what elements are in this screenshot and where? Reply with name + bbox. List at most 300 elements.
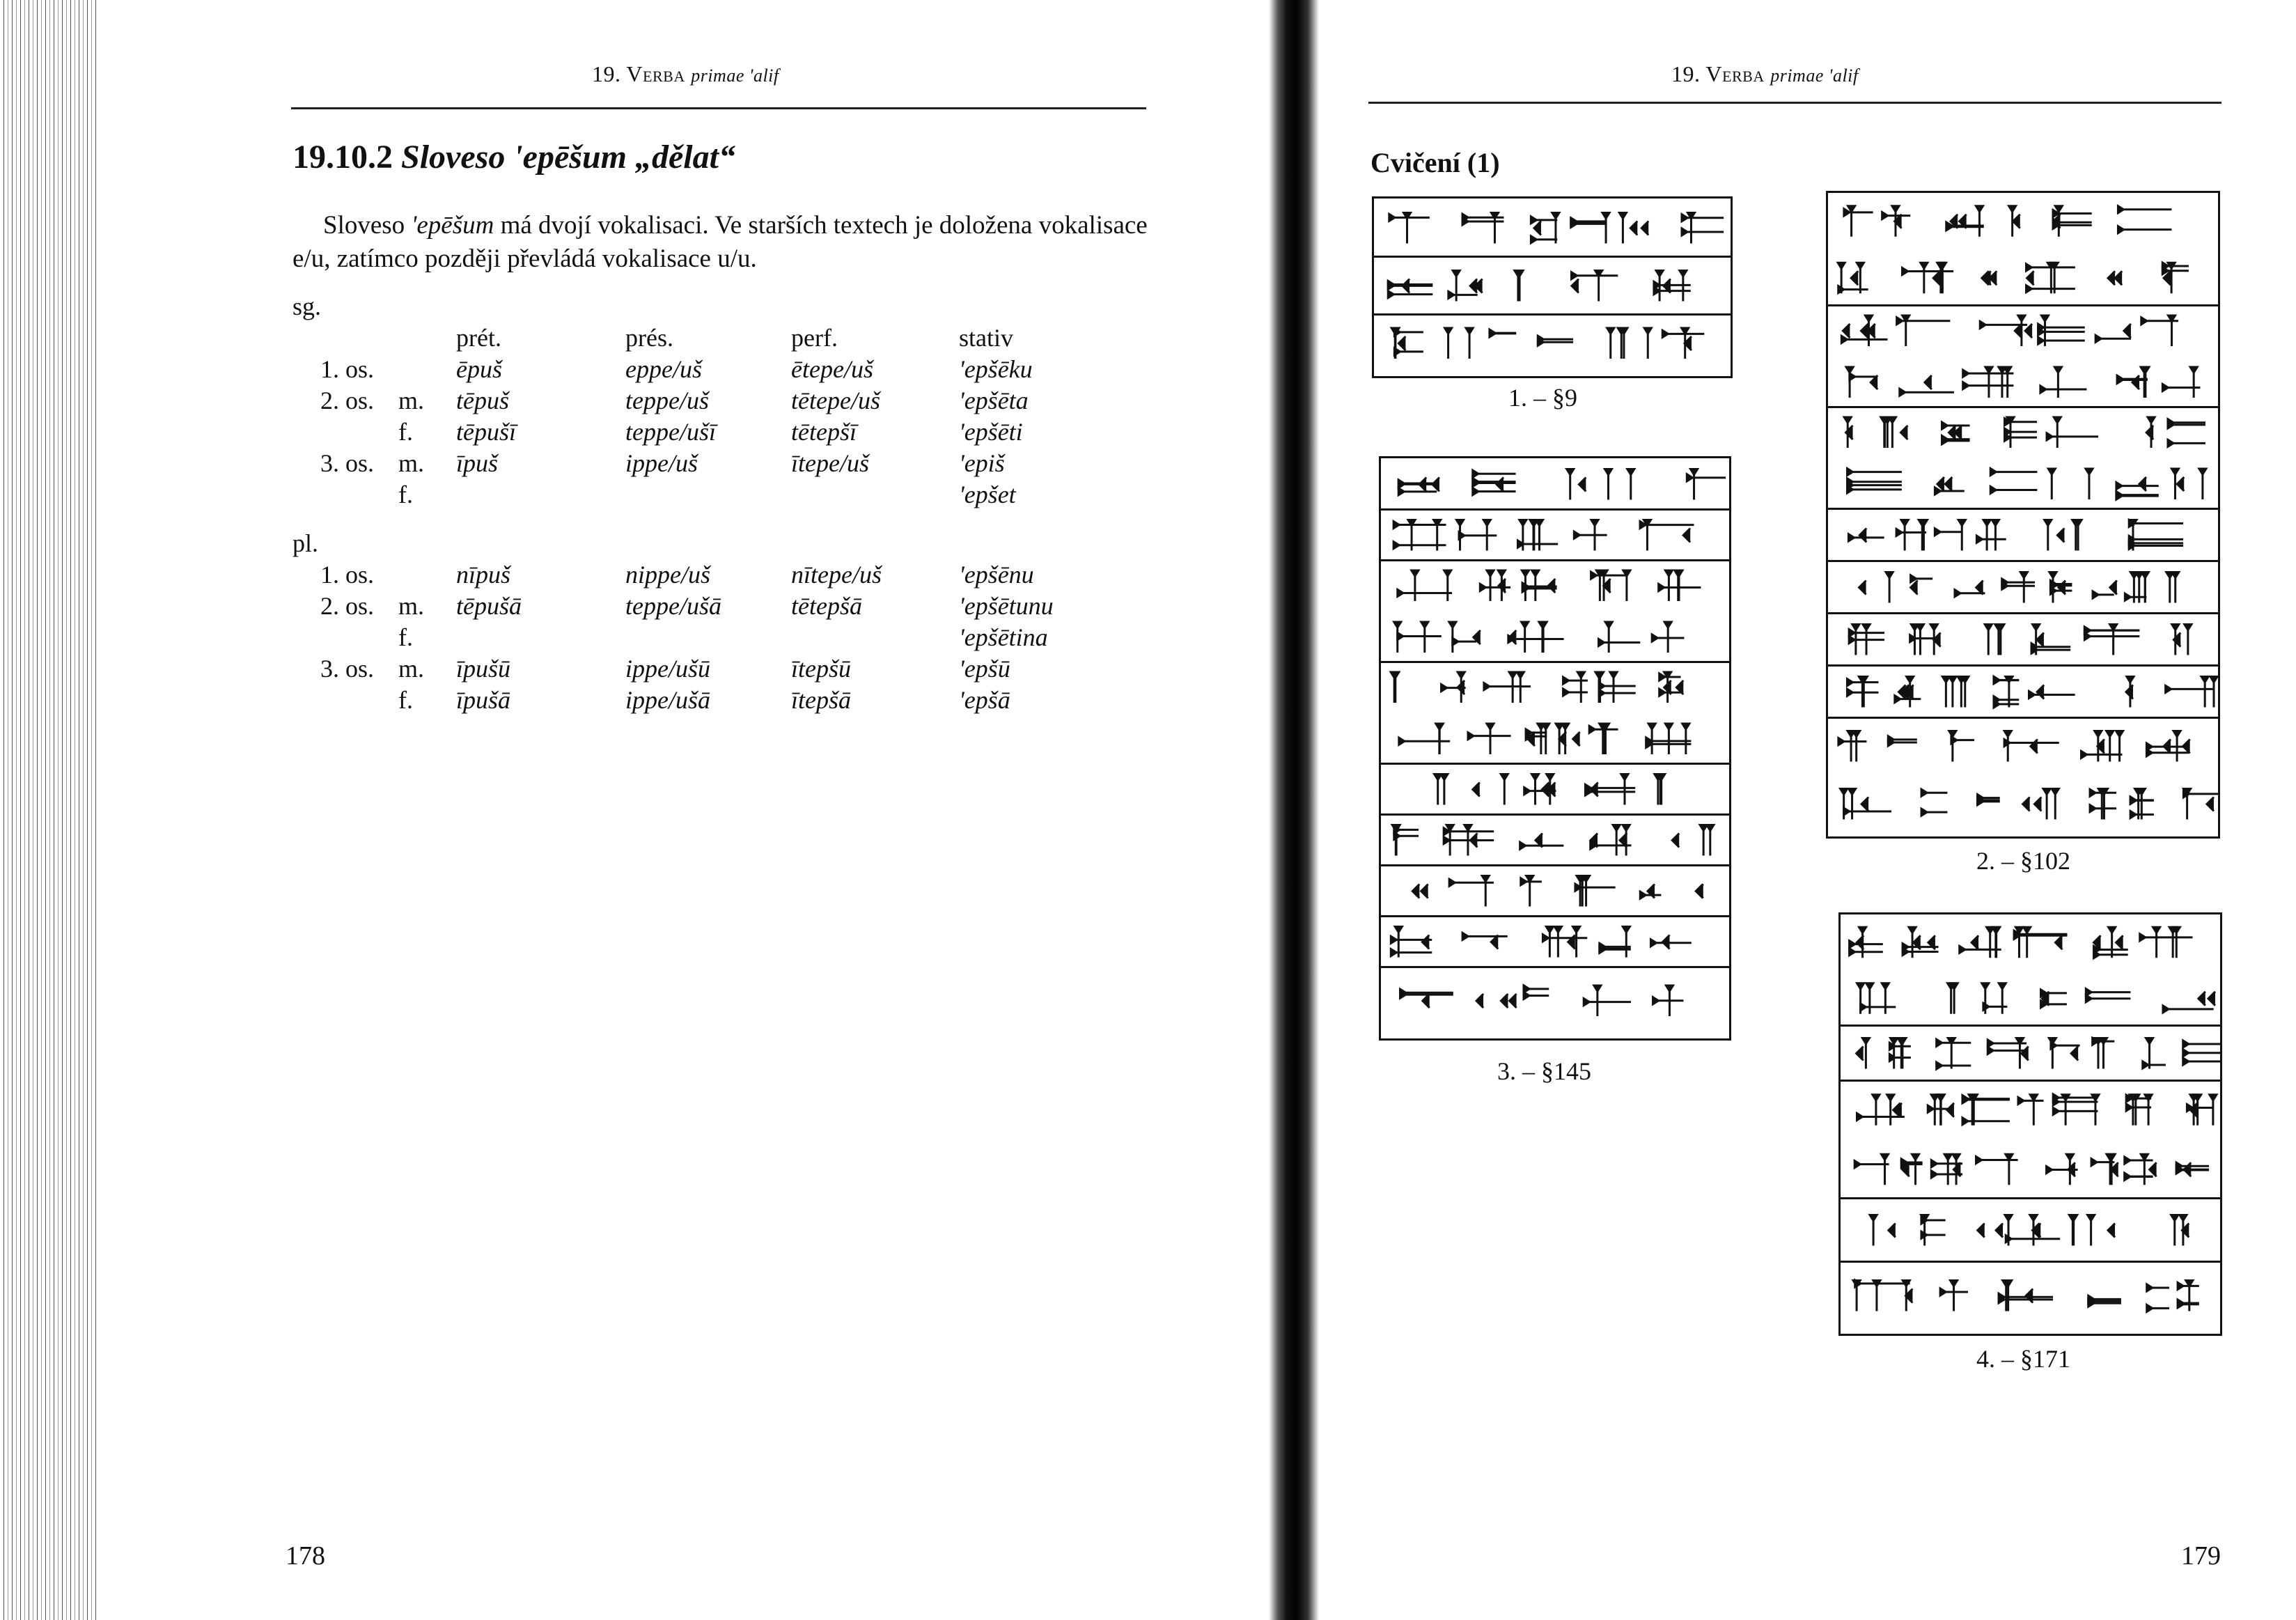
cuneiform-tablet-3 [1379, 456, 1731, 1041]
cuneiform-sign [1696, 885, 1703, 898]
cuneiform-sign [1543, 927, 1587, 958]
cuneiform-sign [1849, 625, 1884, 655]
tablet-line [1381, 916, 1729, 968]
cuneiform-signs [1374, 314, 1731, 373]
cuneiform-sign [1442, 672, 1466, 703]
cuneiform-signs [1381, 458, 1729, 511]
cuneiform-sign [1521, 876, 1542, 907]
cuneiform-sign [1591, 570, 1630, 601]
sg-pret: tēpušī [456, 418, 516, 446]
cuneiform-sign [1847, 677, 1878, 708]
cuneiform-sign [1948, 983, 1958, 1014]
cuneiform-sign [1903, 927, 1938, 958]
cuneiform-sign [2147, 1284, 2169, 1311]
cuneiform-sign [1518, 520, 1559, 551]
tablet-line [1841, 1080, 2220, 1199]
cuneiform-sign [1960, 927, 2001, 958]
sg-perf: ītepe/uš [791, 449, 869, 477]
cuneiform-sign [1841, 789, 1891, 820]
cuneiform-sign [1940, 1281, 1968, 1311]
cuneiform-sign [1476, 994, 1517, 1008]
cuneiform-sign [2162, 263, 2189, 293]
cuneiform-sign [1978, 1224, 2003, 1238]
cuneiform-sign [2171, 469, 2205, 499]
cuneiform-sign [2009, 206, 2020, 237]
caption-2: 2. – §102 [1976, 847, 2070, 875]
cuneiform-sign [2041, 990, 2067, 1008]
cuneiform-sign [1538, 336, 1573, 345]
cuneiform-sign [2168, 419, 2205, 447]
cuneiform-sign [1400, 989, 1453, 1008]
cuneiform-sign [1987, 1038, 2028, 1069]
sg-person: 2. os. [320, 387, 375, 414]
cuneiform-sign [1854, 1154, 1889, 1185]
cuneiform-sign [1942, 422, 1970, 444]
sg-perf: tētepšī [791, 418, 857, 446]
cuneiform-sign [2183, 789, 2218, 820]
cuneiform-sign [1946, 206, 1984, 237]
cuneiform-signs [1828, 508, 2218, 562]
pl-stativ: 'epšā [959, 686, 1010, 714]
cuneiform-sign [1391, 328, 1423, 359]
cuneiform-sign [1921, 789, 1947, 816]
cuneiform-sign [1462, 213, 1504, 244]
cuneiform-sign [1585, 774, 1635, 805]
pl-gender: f. [398, 623, 413, 651]
cuneiform-sign [1591, 825, 1632, 856]
col-head-stativ: stativ [959, 324, 1013, 352]
cuneiform-sign [2026, 263, 2075, 293]
pl-pres: ippe/ušū [625, 655, 710, 683]
cuneiform-sign [1398, 478, 1439, 495]
sg-person: 1. os. [320, 355, 375, 383]
cuneiform-sign [2047, 417, 2098, 448]
cuneiform-sign [1659, 570, 1701, 601]
cuneiform-sign [2118, 206, 2171, 233]
cuneiform-sign [2086, 989, 2130, 1002]
cuneiform-sign [1976, 520, 2006, 551]
cuneiform-sign [1457, 520, 1497, 551]
cuneiform-sign [1650, 935, 1691, 949]
tablet-line [1374, 314, 1731, 373]
cuneiform-sign [2004, 417, 2036, 448]
cuneiform-sign [1563, 672, 1588, 703]
cuneiform-sign [2072, 520, 2082, 551]
pl-stativ: 'epšū [959, 655, 1010, 683]
tablet-line [1381, 763, 1729, 816]
cuneiform-sign [2125, 573, 2148, 603]
pl-pret: tēpušā [456, 592, 522, 620]
cuneiform-sign [2187, 1095, 2216, 1126]
cuneiform-sign [1575, 876, 1616, 907]
tablet-line [1828, 305, 2218, 408]
pl-pret: nīpuš [456, 561, 511, 589]
cuneiform-sign [1531, 213, 1559, 244]
pl-perf: tētepšā [791, 592, 862, 620]
tablet-line [1828, 613, 2218, 667]
sg-pres: ippe/uš [625, 449, 698, 477]
sg-pres: teppe/ušī [625, 418, 716, 446]
cuneiform-sign [1937, 1038, 1971, 1070]
tablet-line [1828, 407, 2218, 510]
cuneiform-signs [1841, 914, 2220, 1027]
cuneiform-sign [2172, 625, 2192, 655]
sg-gender: m. [398, 449, 425, 477]
cuneiform-sign [1640, 520, 1694, 551]
cuneiform-sign [2176, 1162, 2209, 1176]
cuneiform-sign [2093, 581, 2117, 598]
cuneiform-sign [1473, 470, 1516, 494]
tablet-line [1374, 256, 1731, 316]
pl-pres: teppe/ušā [625, 592, 721, 620]
cuneiform-sign [1444, 825, 1494, 856]
cuneiform-signs [1381, 916, 1729, 968]
cuneiform-sign [1393, 520, 1446, 551]
cuneiform-signs [1381, 814, 1729, 866]
cuneiform-sign [1982, 983, 2008, 1014]
cuneiform-sign [1589, 724, 1618, 754]
cuneiform-sign [2018, 1095, 2044, 1126]
running-head-prefix: 19. Verba [1671, 61, 1765, 86]
pl-pres: nippe/uš [625, 561, 710, 589]
cuneiform-sign [2116, 477, 2159, 499]
sg-gender: m. [398, 387, 425, 414]
cuneiform-sign [1526, 724, 1549, 754]
sg-gender: f. [398, 481, 413, 508]
pl-pret: īpušā [456, 686, 511, 714]
tablet-line [1381, 967, 1729, 1035]
cuneiform-sign [1882, 206, 1911, 237]
cuneiform-sign [2088, 1295, 2121, 1307]
cuneiform-sign [1391, 927, 1432, 958]
cuneiform-sign [1520, 834, 1564, 850]
cuneiform-sign [1844, 417, 1852, 448]
cuneiform-sign [2014, 927, 2067, 958]
cuneiform-signs [1841, 1025, 2220, 1082]
cuneiform-sign [1850, 927, 1883, 958]
binding-edge [0, 0, 97, 1620]
tablet-line [1828, 561, 2218, 614]
cuneiform-sign [1646, 724, 1692, 754]
sg-pret: ēpuš [456, 355, 502, 383]
cuneiform-sign [2053, 1094, 2099, 1126]
cuneiform-sign [2093, 1038, 2115, 1068]
cuneiform-signs [1381, 967, 1729, 1035]
intro-text-2: má dvojí vokalisaci. Ve starších textech je doložena vokalisace e/u, zatímco později převládá vokalisace u/u. [292, 211, 1148, 273]
cuneiform-sign [1949, 731, 1974, 762]
cuneiform-sign [1921, 1215, 1946, 1246]
cuneiform-sign [2143, 1038, 2166, 1069]
running-head-italic: primae 'alif [691, 65, 779, 86]
cuneiform-sign [1942, 677, 1968, 708]
cuneiform-signs [1381, 662, 1729, 765]
book-gutter [1269, 0, 1319, 1620]
cuneiform-sign [1524, 986, 1549, 999]
cuneiform-sign [2005, 1215, 2060, 1246]
running-head-italic: primae 'alif [1770, 65, 1859, 86]
cuneiform-sign [2069, 1215, 2115, 1246]
cuneiform-sign [1911, 575, 1933, 595]
running-head [592, 61, 779, 87]
cuneiform-signs [1374, 256, 1731, 316]
tablet-line [1381, 814, 1729, 866]
sg-gender: f. [398, 418, 413, 446]
sg-stativ: 'epiš [959, 449, 1005, 477]
cuneiform-sign [1853, 1280, 1912, 1311]
cuneiform-sign [1847, 469, 1901, 493]
cuneiform-sign [1838, 731, 1867, 762]
cuneiform-sign [1672, 825, 1714, 856]
section-title-text: Sloveso 'epēšum „dělat“ [401, 139, 735, 176]
cuneiform-sign [1895, 677, 1921, 708]
cuneiform-sign [1962, 1095, 2010, 1126]
cuneiform-sign [1985, 625, 2004, 655]
cuneiform-sign [1901, 1154, 1922, 1185]
cuneiform-sign [1449, 876, 1494, 907]
cuneiform-sign [2146, 417, 2155, 448]
cuneiform-sign [1445, 328, 1473, 359]
cuneiform-sign [1508, 622, 1564, 653]
cuneiform-sign [1473, 774, 1508, 805]
cuneiform-tablet-2 [1826, 191, 2220, 839]
sg-pres: teppe/uš [625, 387, 709, 414]
cuneiform-sign [2049, 573, 2072, 603]
sg-stativ: 'epšēta [959, 387, 1029, 414]
cuneiform-sign [1394, 622, 1442, 653]
sg-stativ: 'epšet [959, 481, 1016, 508]
cuneiform-sign [1994, 676, 2019, 708]
cuneiform-sign [1841, 316, 1887, 346]
cuneiform-sign [2029, 685, 2075, 699]
cuneiform-sign [2082, 731, 2123, 762]
cuneiform-sign [2040, 367, 2087, 398]
tablet-line [1841, 1198, 2220, 1263]
cuneiform-tablet-1 [1372, 196, 1733, 378]
sg-perf: tētepe/uš [791, 387, 880, 414]
cuneiform-sign [2045, 520, 2065, 551]
cuneiform-signs [1841, 1198, 2220, 1263]
cuneiform-signs [1828, 407, 2218, 510]
pl-person: 1. os. [320, 561, 375, 589]
caption-3: 3. – §145 [1497, 1057, 1591, 1085]
cuneiform-sign [1976, 1154, 2018, 1185]
cuneiform-sign [1599, 622, 1641, 653]
cuneiform-sign [1655, 774, 1665, 805]
sg-stativ: 'epšēku [959, 355, 1033, 383]
cuneiform-signs [1828, 193, 2218, 306]
section-title [292, 138, 735, 176]
tablet-line [1381, 509, 1729, 561]
cuneiform-sign [1392, 825, 1419, 856]
cuneiform-sign [1857, 1095, 1904, 1126]
cuneiform-sign [2129, 520, 2183, 550]
cuneiform-sign [2166, 677, 2217, 708]
cuneiform-sign [1870, 1215, 1896, 1246]
section-number: 19.10.2 [292, 139, 393, 176]
col-head-pres: prés. [625, 324, 673, 352]
sg-pret: tēpuš [456, 387, 509, 414]
cuneiform-sign [2095, 324, 2131, 342]
cuneiform-sign [2094, 927, 2128, 958]
cuneiform-sign [1449, 622, 1481, 653]
cuneiform-sign [2163, 992, 2215, 1013]
pl-stativ: 'epšētunu [959, 592, 1054, 620]
sg-pret: īpuš [456, 449, 499, 477]
cuneiform-sign [2166, 573, 2179, 603]
cuneiform-sign [1640, 885, 1661, 899]
cuneiform-sign [2171, 1215, 2189, 1246]
cuneiform-signs [1828, 305, 2218, 408]
tablet-line [1828, 665, 2218, 719]
sg-pres: eppe/uš [625, 355, 702, 383]
cuneiform-sign [1848, 529, 1884, 543]
cuneiform-signs [1374, 198, 1731, 258]
cuneiform-sign [1687, 469, 1726, 500]
tablet-line [1841, 914, 2220, 1027]
cuneiform-sign [1963, 367, 2014, 398]
cuneiform-sign [1910, 625, 1941, 655]
cuneiform-sign [1484, 672, 1531, 703]
cuneiform-sign [1955, 581, 1985, 597]
page-number-right: 179 [2181, 1541, 2221, 1571]
cuneiform-sign [2047, 1154, 2078, 1185]
cuneiform-sign [2125, 1154, 2157, 1185]
cuneiform-sign [1903, 263, 1954, 293]
cuneiform-sign [1857, 1038, 1870, 1069]
cuneiform-signs [1828, 561, 2218, 614]
pl-pres: ippe/ušā [625, 686, 710, 714]
cuneiform-tablet-4 [1838, 912, 2222, 1336]
cuneiform-sign [1571, 271, 1618, 302]
cuneiform-sign [1556, 724, 1579, 754]
cuneiform-signs [1841, 1261, 2220, 1330]
cuneiform-sign [1468, 724, 1511, 754]
cuneiform-sign [2126, 1095, 2152, 1126]
cuneiform-signs [1828, 665, 2218, 719]
pl-perf: ītepšū [791, 655, 851, 683]
cuneiform-sign [1897, 316, 1951, 346]
cuneiform-sign [1935, 520, 1965, 551]
cuneiform-sign [1980, 316, 2032, 346]
cuneiform-sign [1388, 279, 1432, 298]
cuneiform-sign [2178, 1281, 2199, 1311]
sg-stativ: 'epšēti [959, 418, 1023, 446]
cuneiform-sign [2108, 271, 2122, 285]
cuneiform-sign [1435, 774, 1448, 805]
sg-perf: ētepe/uš [791, 355, 873, 383]
cuneiform-sign [1682, 213, 1724, 244]
page-number-left: 178 [286, 1541, 325, 1571]
cuneiform-sign [2140, 927, 2193, 958]
cuneiform-sign [2162, 367, 2200, 398]
cuneiform-sign [1391, 672, 1399, 703]
pl-pret: īpušū [456, 655, 511, 683]
cuneiform-sign [1838, 263, 1868, 293]
cuneiform-sign [1659, 672, 1684, 703]
cuneiform-sign [2126, 677, 2134, 708]
cuneiform-signs [1381, 865, 1729, 917]
cuneiform-sign [1600, 927, 1631, 958]
header-rule-right [1368, 102, 2221, 104]
cuneiform-sign [2002, 573, 2035, 603]
cuneiform-sign [1595, 672, 1636, 703]
pl-gender: m. [398, 655, 425, 683]
running-head-right [1671, 61, 1859, 87]
cuneiform-sign [1490, 329, 1516, 337]
cuneiform-sign [1480, 570, 1510, 601]
pl-perf: ītepšā [791, 686, 851, 714]
cuneiform-sign [2146, 731, 2189, 762]
cuneiform-sign [1652, 622, 1684, 653]
pl-stativ: 'epšētina [959, 623, 1048, 651]
pl-label: pl. [292, 529, 319, 557]
sg-person: 3. os. [320, 449, 375, 477]
cuneiform-signs [1381, 560, 1729, 663]
tablet-line [1381, 560, 1729, 663]
cuneiform-sign [2049, 1038, 2079, 1069]
tablet-line [1828, 717, 2218, 833]
cuneiform-sign [1567, 469, 1586, 500]
cuneiform-sign [1990, 469, 2037, 494]
cuneiform-sign [1846, 367, 1877, 398]
tablet-line [1381, 662, 1729, 765]
cuneiform-signs [1828, 613, 2218, 667]
sg-label: sg. [292, 293, 322, 320]
cuneiform-sign [1881, 417, 1908, 448]
cuneiform-sign [1928, 1095, 1954, 1126]
cuneiform-sign [1607, 328, 1652, 359]
caption-4: 4. – §171 [1976, 1345, 2070, 1373]
pl-gender: f. [398, 686, 413, 714]
cuneiform-sign [2130, 789, 2154, 820]
intro-word: 'epēšum [411, 211, 494, 240]
cuneiform-sign [1935, 477, 1964, 494]
header-rule [291, 107, 1146, 109]
exercise-title: Cvičení (1) [1370, 147, 1500, 178]
cuneiform-sign [2004, 731, 2059, 762]
cuneiform-sign [1515, 271, 1523, 302]
cuneiform-sign [1662, 328, 1704, 359]
cuneiform-sign [1859, 573, 1893, 603]
tablet-line [1381, 458, 1729, 511]
cuneiform-sign [1584, 986, 1631, 1016]
cuneiform-sign [2117, 367, 2149, 398]
cuneiform-sign [1857, 983, 1896, 1014]
cuneiform-sign [1604, 469, 1634, 500]
cuneiform-sign [1844, 206, 1873, 237]
cuneiform-sign [1522, 570, 1556, 601]
pl-stativ: 'epšēnu [959, 561, 1034, 589]
cuneiform-sign [1398, 570, 1452, 601]
tablet-line [1828, 508, 2218, 562]
cuneiform-sign [2023, 789, 2059, 820]
cuneiform-sign [2091, 1154, 2118, 1185]
cuneiform-sign [1889, 1038, 1911, 1069]
cuneiform-sign [2090, 789, 2116, 820]
cuneiform-sign [1931, 1154, 1962, 1185]
cuneiform-sign [2031, 625, 2070, 655]
tablet-line [1841, 1261, 2220, 1330]
cuneiform-sign [1999, 1281, 2053, 1311]
tablet-line [1381, 865, 1729, 917]
cuneiform-signs [1381, 509, 1729, 561]
cuneiform-sign [1389, 213, 1430, 244]
cuneiform-sign [2084, 625, 2139, 655]
pl-person: 3. os. [320, 655, 375, 683]
running-head-prefix: 19. Verba [592, 61, 685, 86]
cuneiform-sign [2183, 1041, 2220, 1065]
cuneiform-signs [1828, 717, 2218, 833]
